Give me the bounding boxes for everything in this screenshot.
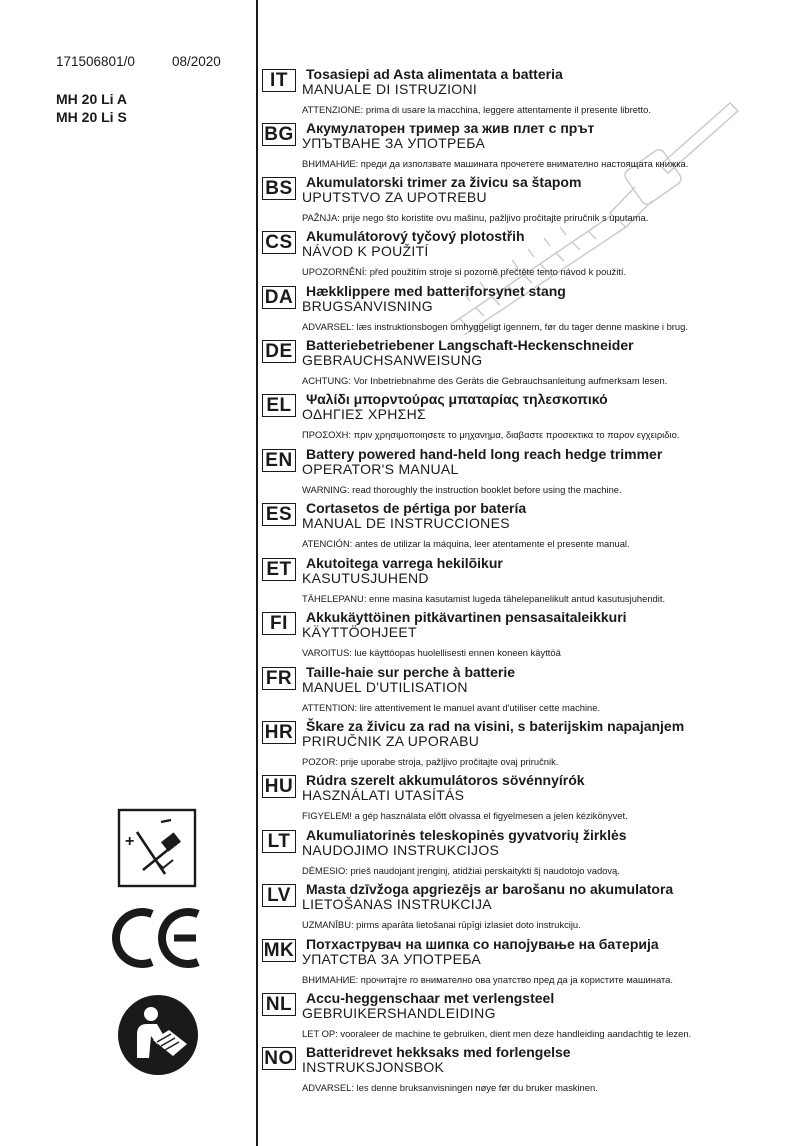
manual-title: GEBRAUCHSANWEISUNG — [302, 352, 483, 368]
warning-text: ATTENTION: lire attentivement le manuel avant d'utiliser cette machine. — [302, 702, 601, 713]
language-entry-en — [262, 446, 802, 500]
language-code-badge: FR — [262, 667, 296, 690]
warning-text: PAŽNJA: prije nego što koristite ovu mašinu, pažljivo pročitajte priručnik s uputama. — [302, 212, 649, 223]
product-title: Batteriebetriebener Langschaft-Heckenschneider — [306, 337, 634, 353]
document-code: 171506801/0 — [56, 54, 135, 69]
warning-text: ВНИМАНИЕ: прочитајте го внимателно ова упатство пред да ја користите машината. — [302, 974, 673, 985]
language-code-badge: NL — [262, 993, 296, 1016]
language-entry-lv — [262, 881, 802, 935]
language-entry-es — [262, 500, 802, 554]
language-code-badge: BG — [262, 123, 296, 146]
language-entry-bg — [262, 120, 802, 174]
manual-title: УПАТСТВА ЗА УПОТРЕБА — [302, 951, 482, 967]
warning-text: POZOR: prije uporabe stroja, pažljivo pročitajte ovaj priručnik. — [302, 756, 559, 767]
language-code-badge: NO — [262, 1047, 296, 1070]
language-code-badge: HR — [262, 721, 296, 744]
language-code-badge: EN — [262, 449, 296, 472]
language-entry-el — [262, 391, 802, 445]
product-title: Škare za živicu za rad na visini, s baterijskim napajanjem — [306, 718, 685, 734]
language-entry-it — [262, 66, 802, 120]
manual-title: KASUTUSJUHEND — [302, 570, 429, 586]
manual-title: GEBRUIKERSHANDLEIDING — [302, 1005, 496, 1021]
language-code-badge: DE — [262, 340, 296, 363]
warning-text: ACHTUNG: Vor Inbetriebnahme des Geräts die Gebrauchsanleitung aufmerksam lesen. — [302, 375, 668, 386]
manual-title: KÄYTTÖOHJEET — [302, 624, 417, 640]
language-code-badge: IT — [262, 69, 296, 92]
product-title: Hækklippere med batteriforsynet stang — [306, 283, 566, 299]
language-code-badge: FI — [262, 612, 296, 635]
manual-title: UPUTSTVO ZA UPOTREBU — [302, 189, 487, 205]
product-title: Потхаструвач на шипка со напојување на батерија — [306, 936, 659, 952]
language-code-badge: DA — [262, 286, 296, 309]
product-title: Akumulatorski trimer za živicu sa štapom — [306, 174, 582, 190]
manual-title: BRUGSANVISNING — [302, 298, 433, 314]
product-title: Ψαλίδι μπορντούρας μπαταρίας τηλεσκοπικό — [306, 391, 608, 407]
language-entry-no — [262, 1044, 802, 1098]
warning-text: TÄHELEPANU: enne masina kasutamist lugeda tähelepanelikult antud kasutusjuhendit. — [302, 593, 666, 604]
warning-text: FIGYELEM! a gép használata előtt olvassa el figyelmesen a jelen kézikönyvet. — [302, 810, 628, 821]
product-title: Tosasiepi ad Asta alimentata a batteria — [306, 66, 563, 82]
warning-text: ATENCIÓN: antes de utilizar la máquina, leer atentamente el presente manual. — [302, 538, 630, 549]
manual-title: NÁVOD K POUŽITÍ — [302, 243, 429, 259]
language-entry-mk — [262, 936, 802, 990]
language-code-badge: BS — [262, 177, 296, 200]
manual-title: MANUEL D'UTILISATION — [302, 679, 468, 695]
language-entry-bs — [262, 174, 802, 228]
manual-title: PRIRUČNIK ZA UPORABU — [302, 733, 480, 749]
warning-text: ATTENZIONE: prima di usare la macchina, leggere attentamente il presente libretto. — [302, 104, 651, 115]
language-entry-hr — [262, 718, 802, 772]
language-code-badge: MK — [263, 940, 295, 961]
language-code-badge: ET — [262, 558, 296, 581]
model-name: MH 20 Li S — [56, 109, 127, 125]
product-title: Акумулаторен тример за жив плет с прът — [306, 120, 595, 136]
language-code-badge: LT — [262, 830, 296, 853]
warning-text: ВНИМАНИЕ: преди да използвате машината прочетете внимателно настоящата книжка. — [302, 158, 689, 169]
manual-title: MANUAL DE INSTRUCCIONES — [302, 515, 510, 531]
language-code-badge: CS — [262, 231, 296, 254]
product-title: Akumuliatorinės teleskopinės gyvatvorių žirklės — [306, 827, 627, 843]
product-title: Akutoitega varrega hekilõikur — [306, 555, 503, 571]
product-title: Battery powered hand-held long reach hedge trimmer — [306, 446, 663, 462]
manual-title: HASZNÁLATI UTASÍTÁS — [302, 787, 465, 803]
language-entry-da — [262, 283, 802, 337]
warning-text: VAROITUS: lue käyttöopas huolellisesti ennen koneen käyttöä — [302, 647, 561, 658]
language-entry-cs — [262, 228, 802, 282]
product-title: Akumulátorový tyčový plotostřih — [306, 228, 525, 244]
language-entry-de — [262, 337, 802, 391]
product-title: Batteridrevet hekksaks med forlengelse — [306, 1044, 571, 1060]
manual-title: OPERATOR'S MANUAL — [302, 461, 459, 477]
product-title: Rúdra szerelt akkumulátoros sövénnyírók — [306, 772, 585, 788]
warning-text: ADVARSEL: læs instruktionsbogen omhyggeligt igennem, før du tager denne maskine i brug. — [302, 321, 688, 332]
product-title: Akkukäyttöinen pitkävartinen pensasaitaleikkuri — [306, 609, 627, 625]
language-entry-lt — [262, 827, 802, 881]
svg-text:+: + — [125, 833, 135, 850]
language-entry-fr — [262, 664, 802, 718]
language-entry-fi — [262, 609, 802, 663]
warning-text: UZMANĪBU: pirms aparāta lietošanai rūpīgi izlasiet doto instrukciju. — [302, 919, 581, 930]
product-title: Accu-heggenschaar met verlengsteel — [306, 990, 555, 1006]
warning-text: UPOZORNĚNÍ: před použitím stroje si pozorně přečtěte tento návod k použití. — [302, 266, 627, 277]
warning-text: ΠΡΟΣΟΧΗ: πριν χρησιμοποιησετε το μηχανημα, διαβαστε προσεκτικα το παρον εγχειριδιο. — [302, 429, 680, 440]
warning-text: WARNING: read thoroughly the instruction booklet before using the machine. — [302, 484, 622, 495]
manual-title: INSTRUKSJONSBOK — [302, 1059, 445, 1075]
product-title: Masta dzīvžoga apgriezējs ar barošanu no akumulatora — [306, 881, 674, 897]
product-title: Taille-haie sur perche à batterie — [306, 664, 516, 680]
language-code-badge: LV — [262, 884, 296, 907]
language-code-badge: HU — [262, 775, 296, 798]
language-entry-hu — [262, 772, 802, 826]
warning-text: DĖMESIO: prieš naudojant įrenginį, atidžiai perskaitykti šį naudotojo vadovą. — [302, 865, 620, 876]
manual-title: NAUDOJIMO INSTRUKCIJOS — [302, 842, 500, 858]
document-date: 08/2020 — [172, 54, 221, 69]
manual-title: MANUALE DI ISTRUZIONI — [302, 81, 478, 97]
language-entry-nl — [262, 990, 802, 1044]
language-entry-et — [262, 555, 802, 609]
language-code-badge: ES — [262, 503, 296, 526]
model-name: MH 20 Li A — [56, 91, 128, 107]
language-code-badge: EL — [262, 394, 296, 417]
warning-text: ADVARSEL: les denne bruksanvisningen nøye før du bruker maskinen. — [302, 1082, 598, 1093]
manual-title: LIETOŠANAS INSTRUKCIJA — [302, 896, 492, 912]
product-title: Cortasetos de pértiga por batería — [306, 500, 527, 516]
warning-text: LET OP: vooraleer de machine te gebruiken, dient men deze handleiding aandachtig te lezen. — [302, 1028, 692, 1039]
manual-title: ΟΔΗΓΙΕΣ ΧΡΗΣΗΣ — [302, 406, 426, 422]
manual-title: УПЪТВАНЕ ЗА УПОТРЕБА — [302, 135, 486, 151]
